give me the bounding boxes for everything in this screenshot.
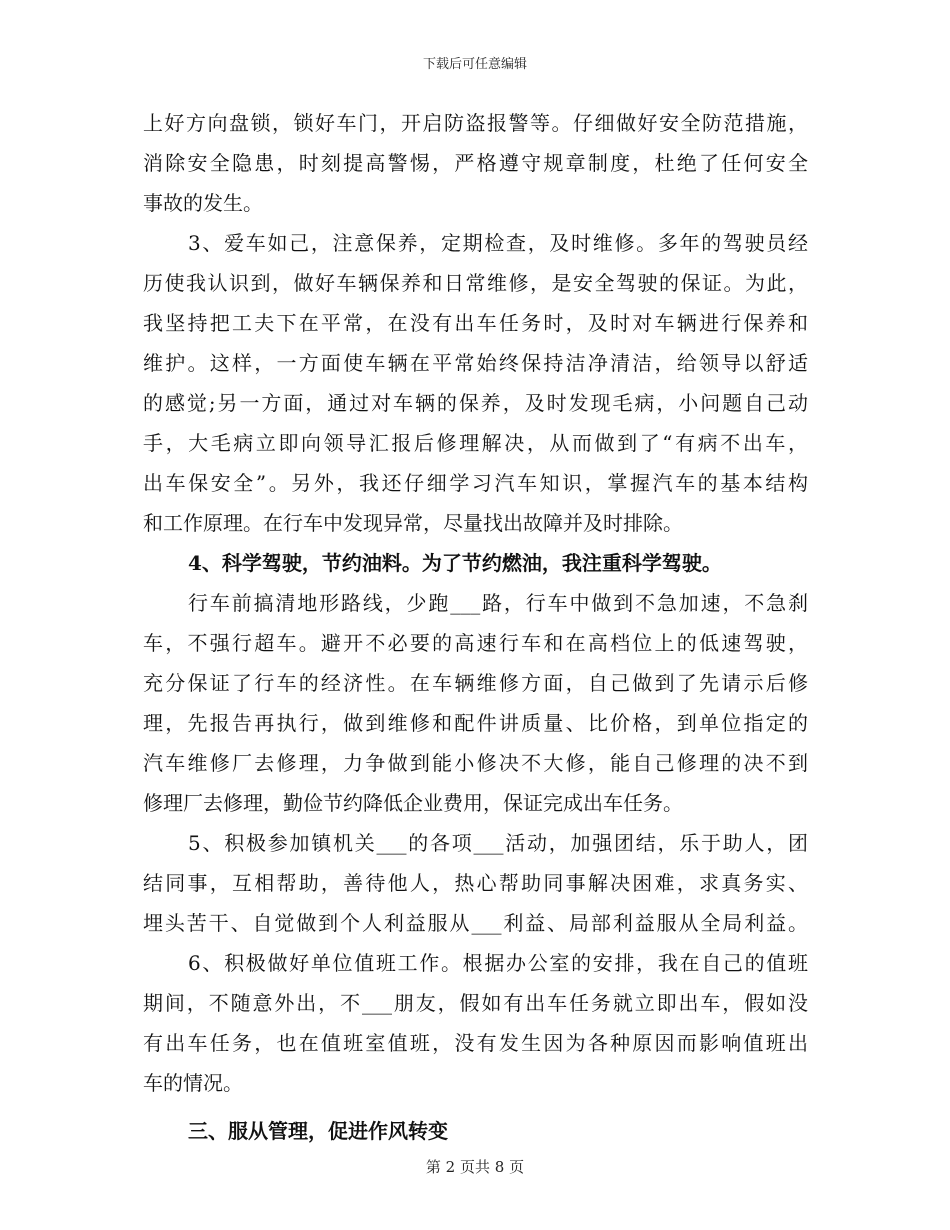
text-line: 充分保证了行车的经济性。在车辆维修方面，自己做到了先请示后修 xyxy=(143,671,808,695)
text-line: 有出车任务，也在值班室值班，没有发生因为各种原因而影响值班出 xyxy=(143,1031,808,1055)
section-heading: 4、科学驾驶，节约油料。为了节约燃油，我注重科学驾驶。 xyxy=(188,551,722,575)
text-line: 的感觉;另一方面，通过对车辆的保养，及时发现毛病，小问题自己动 xyxy=(143,391,808,415)
text-line: 车，不强行超车。避开不必要的高速行车和在高档位上的低速驾驶， xyxy=(143,631,808,655)
text-line: 行车前搞清地形路线，少跑___路，行车中做到不急加速，不急刹 xyxy=(188,591,808,615)
text-line: 消除安全隐患，时刻提高警惕，严格遵守规章制度，杜绝了任何安全 xyxy=(143,151,808,175)
page-footer: 第 2 页共 8 页 xyxy=(425,1158,525,1176)
text-line: 5、积极参加镇机关___的各项___活动，加强团结，乐于助人，团 xyxy=(188,831,808,855)
text-line: 期间，不随意外出，不___朋友，假如有出车任务就立即出车，假如没 xyxy=(143,991,808,1015)
text-line: 结同事，互相帮助，善待他人，热心帮助同事解决困难，求真务实、 xyxy=(143,871,808,895)
text-line: 汽车维修厂去修理，力争做到能小修决不大修，能自己修理的决不到 xyxy=(143,751,808,775)
text-line: 6、积极做好单位值班工作。根据办公室的安排，我在自己的值班 xyxy=(188,951,808,975)
document-body xyxy=(143,103,808,1151)
text-line: 我坚持把工夫下在平常，在没有出车任务时，及时对车辆进行保养和 xyxy=(143,311,808,335)
page-header: 下载后可任意编辑 xyxy=(422,57,527,72)
text-line: 埋头苦干、自觉做到个人利益服从___利益、局部利益服从全局利益。 xyxy=(143,911,808,935)
text-line: 历使我认识到，做好车辆保养和日常维修，是安全驾驶的保证。为此， xyxy=(143,271,808,295)
text-line: 理，先报告再执行，做到维修和配件讲质量、比价格，到单位指定的 xyxy=(143,711,808,735)
text-line: 上好方向盘锁，锁好车门，开启防盗报警等。仔细做好安全防范措施， xyxy=(143,111,808,135)
text-line: 车的情况。 xyxy=(143,1071,243,1095)
text-line: 和工作原理。在行车中发现异常，尽量找出故障并及时排除。 xyxy=(143,511,683,535)
text-line: 事故的发生。 xyxy=(143,191,263,215)
text-line: 修理厂去修理，勤俭节约降低企业费用，保证完成出车任务。 xyxy=(143,791,683,815)
text-line: 出车保安全”。另外，我还仔细学习汽车知识，掌握汽车的基本结构 xyxy=(143,471,808,495)
text-line: 手，大毛病立即向领导汇报后修理解决，从而做到了“有病不出车， xyxy=(143,431,808,455)
section-heading: 三、服从管理，促进作风转变 xyxy=(188,1119,448,1143)
text-line: 维护。这样，一方面使车辆在平常始终保持洁净清洁，给领导以舒适 xyxy=(143,351,808,375)
text-line: 3、爱车如己，注意保养，定期检查，及时维修。多年的驾驶员经 xyxy=(188,231,808,255)
